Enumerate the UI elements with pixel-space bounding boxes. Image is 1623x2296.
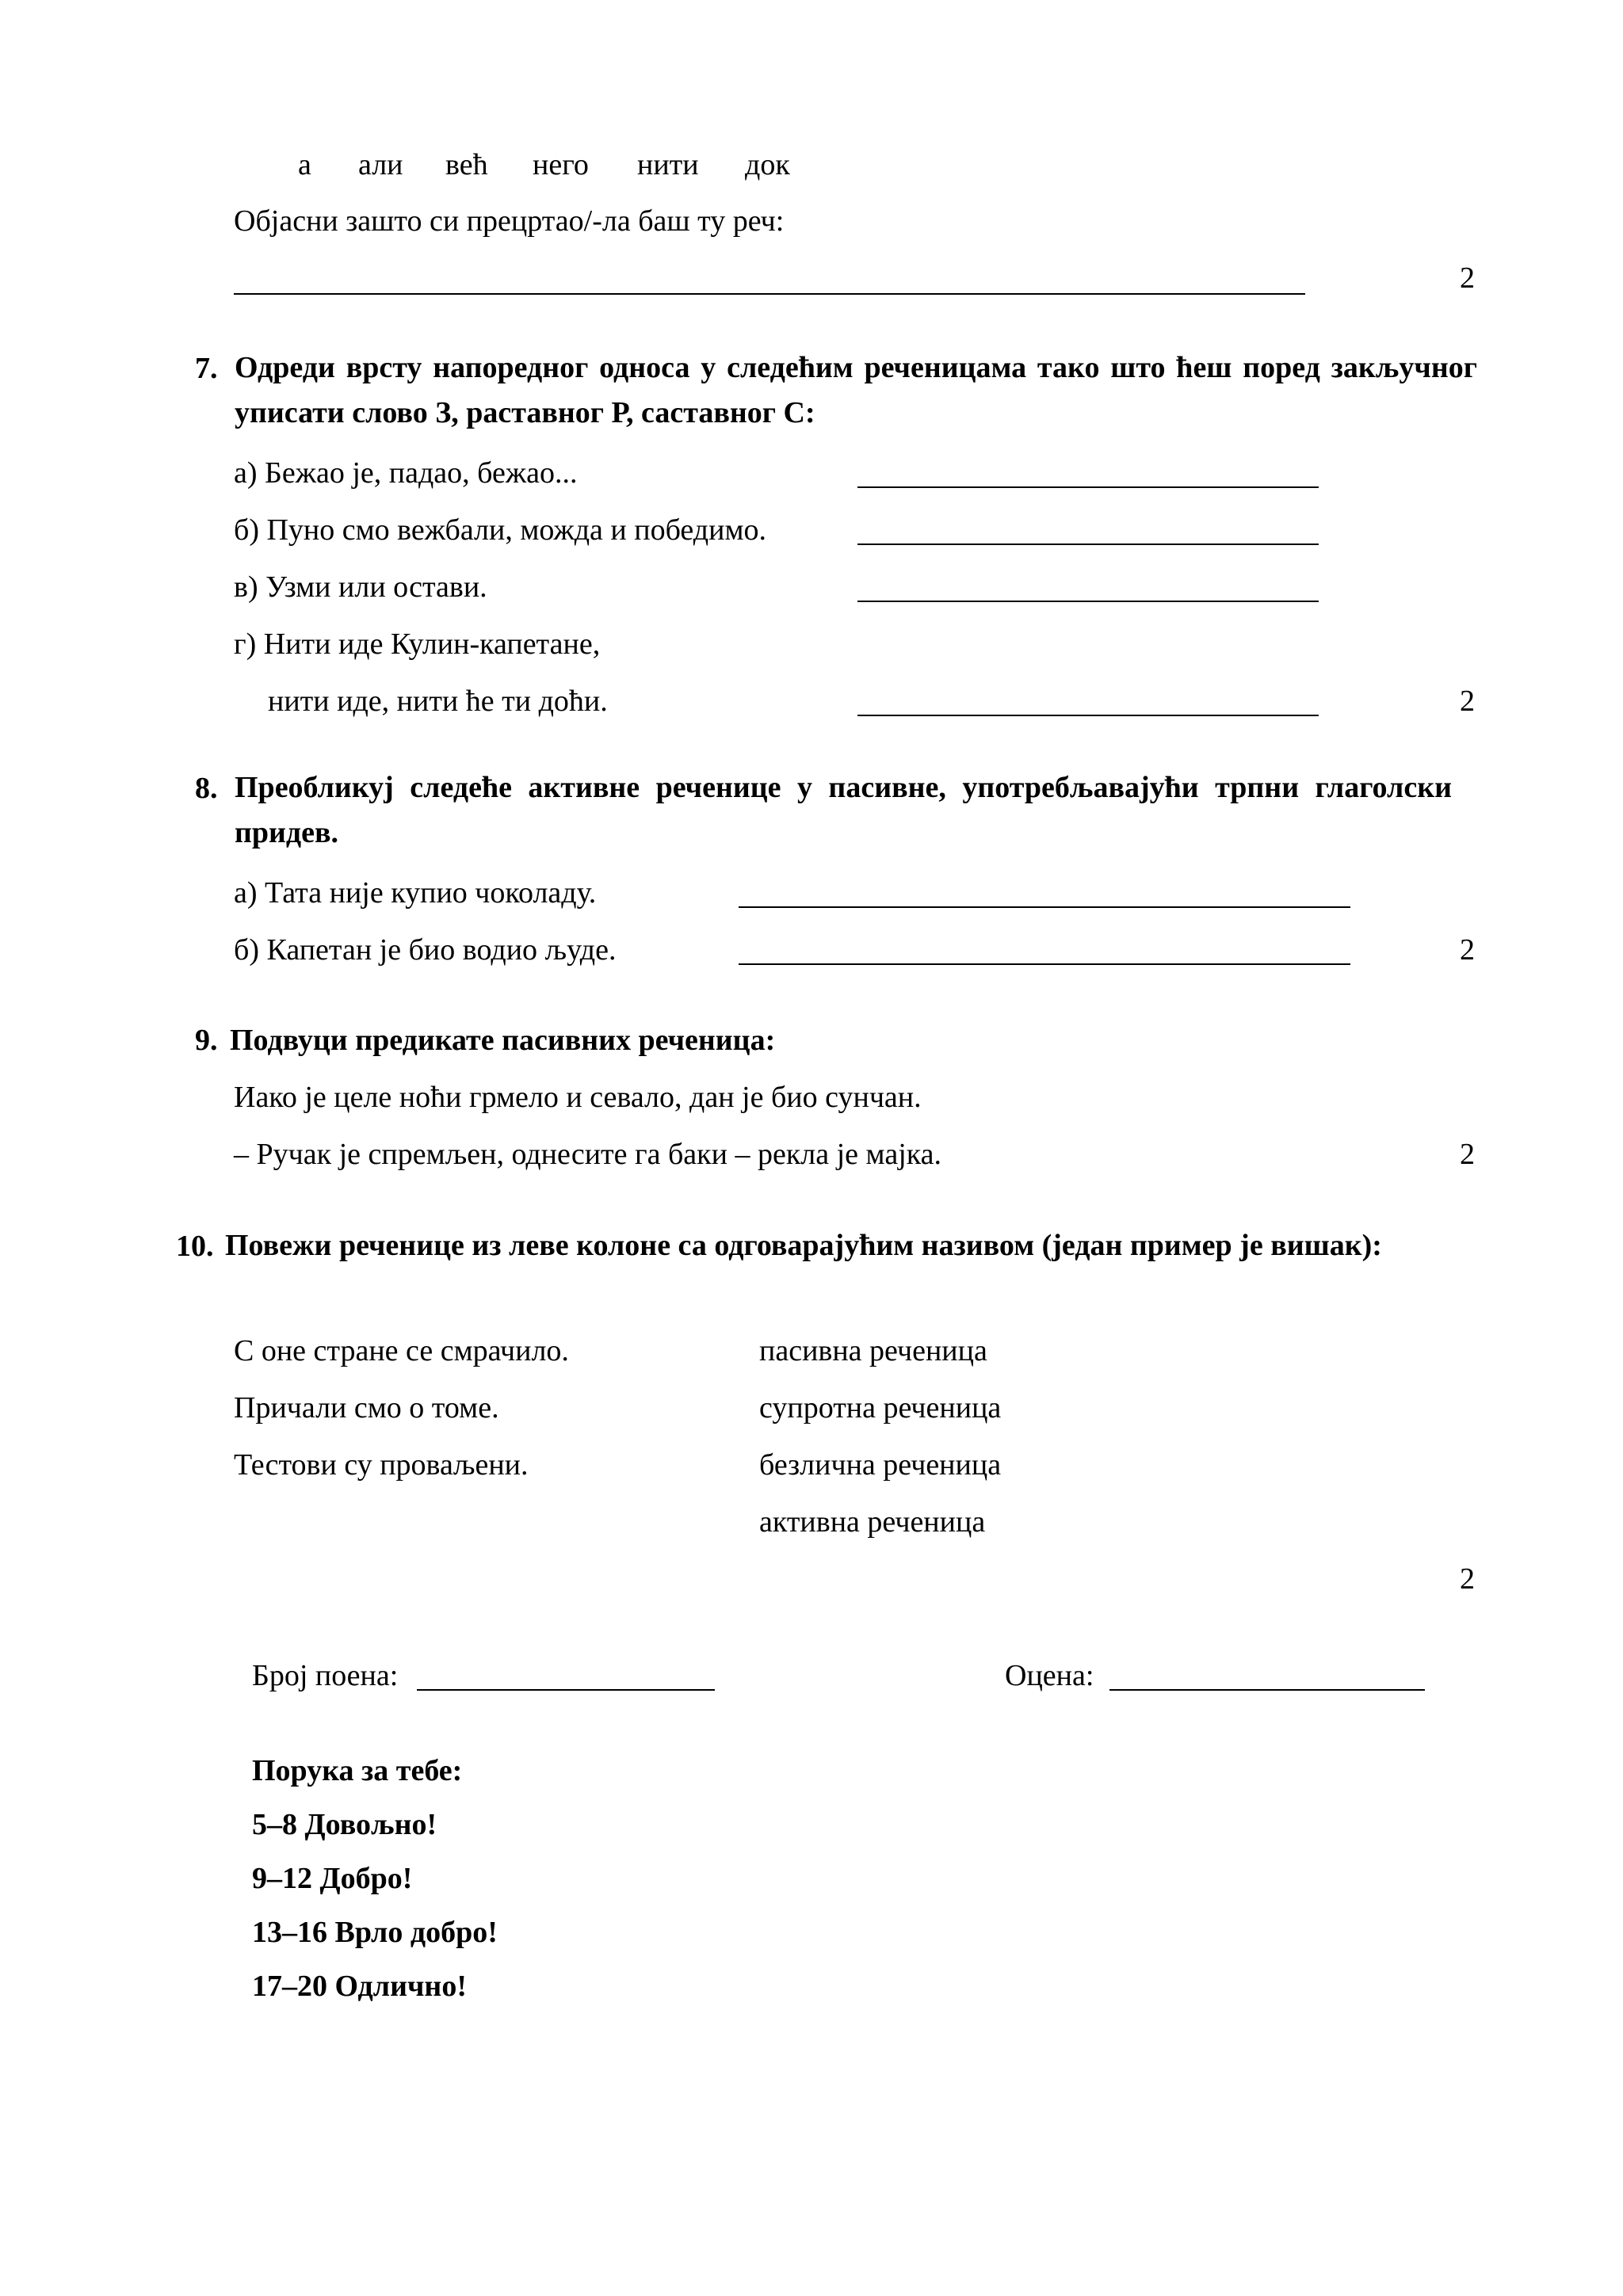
scale-excellent: 17–20 Одлично! — [252, 1970, 467, 2003]
task8-item-b: б) Капетан је био водио људе. — [234, 933, 617, 967]
conjunction-word[interactable]: а — [298, 148, 311, 181]
task7-item-b: б) Пуно смо вежбали, можда и победимо. — [234, 513, 766, 547]
task10-points: 2 — [1460, 1562, 1475, 1596]
task8-item-a: а) Тата није купио чоколаду. — [234, 876, 597, 910]
task7-answer-line-b[interactable] — [857, 543, 1319, 545]
task9-line-1: Иако је целе ноћи грмело и севало, дан је био сунчан. — [234, 1081, 922, 1114]
message-title: Порука за тебе: — [252, 1754, 463, 1787]
scale-very-good: 13–16 Врло добро! — [252, 1916, 498, 1949]
task7-item-v: в) Узми или остави. — [234, 570, 487, 604]
task7-item-g2: нити иде, нити ће ти доћи. — [268, 685, 608, 718]
scale-sufficient: 5–8 Довољно! — [252, 1808, 437, 1841]
conjunction-word[interactable]: али — [358, 148, 403, 181]
task7-points: 2 — [1460, 685, 1475, 718]
task9-points: 2 — [1460, 1138, 1475, 1171]
task10-right-3[interactable]: безлична реченица — [759, 1448, 1002, 1482]
points-label: Број поена: — [252, 1659, 399, 1692]
grade-label: Оцена: — [1005, 1659, 1094, 1692]
task10-right-4[interactable]: активна реченица — [759, 1505, 986, 1539]
task10-right-1[interactable]: пасивна реченица — [759, 1334, 987, 1367]
conjunction-word[interactable]: нити — [637, 148, 699, 181]
conjunction-word[interactable]: него — [533, 148, 589, 181]
task9-number: 9. — [195, 1024, 218, 1057]
task6-answer-line[interactable] — [234, 293, 1305, 295]
scale-good: 9–12 Добро! — [252, 1862, 413, 1895]
task10-right-2[interactable]: супротна реченица — [759, 1391, 1002, 1425]
task7-item-g1: г) Нити иде Кулин-капетане, — [234, 627, 601, 661]
task7-answer-line-a[interactable] — [857, 486, 1319, 488]
task10-left-2[interactable]: Причали смо о томе. — [234, 1391, 499, 1425]
task10-title: Повежи реченице из леве колоне са одговарајућим називом (један пример је вишак): — [225, 1229, 1382, 1262]
task7-answer-line-g[interactable] — [857, 715, 1319, 716]
task8-answer-line-b[interactable] — [739, 963, 1350, 965]
task6-points: 2 — [1460, 261, 1475, 295]
grade-input-line[interactable] — [1109, 1689, 1425, 1691]
task10-left-3[interactable]: Тестови су проваљени. — [234, 1448, 529, 1482]
task8-number: 8. — [195, 772, 218, 805]
task9-line-2: – Ручак је спремљен, однесите га баки – рекла је мајка. — [234, 1138, 941, 1171]
task7-item-a: а) Бежао је, падао, бежао... — [234, 456, 578, 490]
conjunction-word[interactable]: док — [745, 148, 790, 181]
task7-title: Одреди врсту напоредног односа у следећим реченицама тако што ћеш поред закључног уписати слово З, раставног Р, саставног С: — [235, 351, 1477, 429]
task9-title: Подвуци предикате пасивних реченица: — [230, 1024, 776, 1057]
task10-left-1[interactable]: С оне стране се смрачило. — [234, 1334, 569, 1367]
points-input-line[interactable] — [417, 1689, 715, 1691]
task8-points: 2 — [1460, 933, 1475, 967]
conjunction-word[interactable]: већ — [445, 148, 488, 181]
task6-explain-prompt: Објасни зашто си прецртао/-ла баш ту реч: — [234, 204, 785, 238]
task7-number: 7. — [195, 352, 218, 385]
task8-title: Преобликуј следеће активне реченице у пасивне, употребљавајући трпни глаголски придев. — [235, 771, 1452, 849]
task10-number: 10. — [176, 1230, 214, 1263]
task7-answer-line-v[interactable] — [857, 601, 1319, 602]
task8-answer-line-a[interactable] — [739, 906, 1350, 908]
